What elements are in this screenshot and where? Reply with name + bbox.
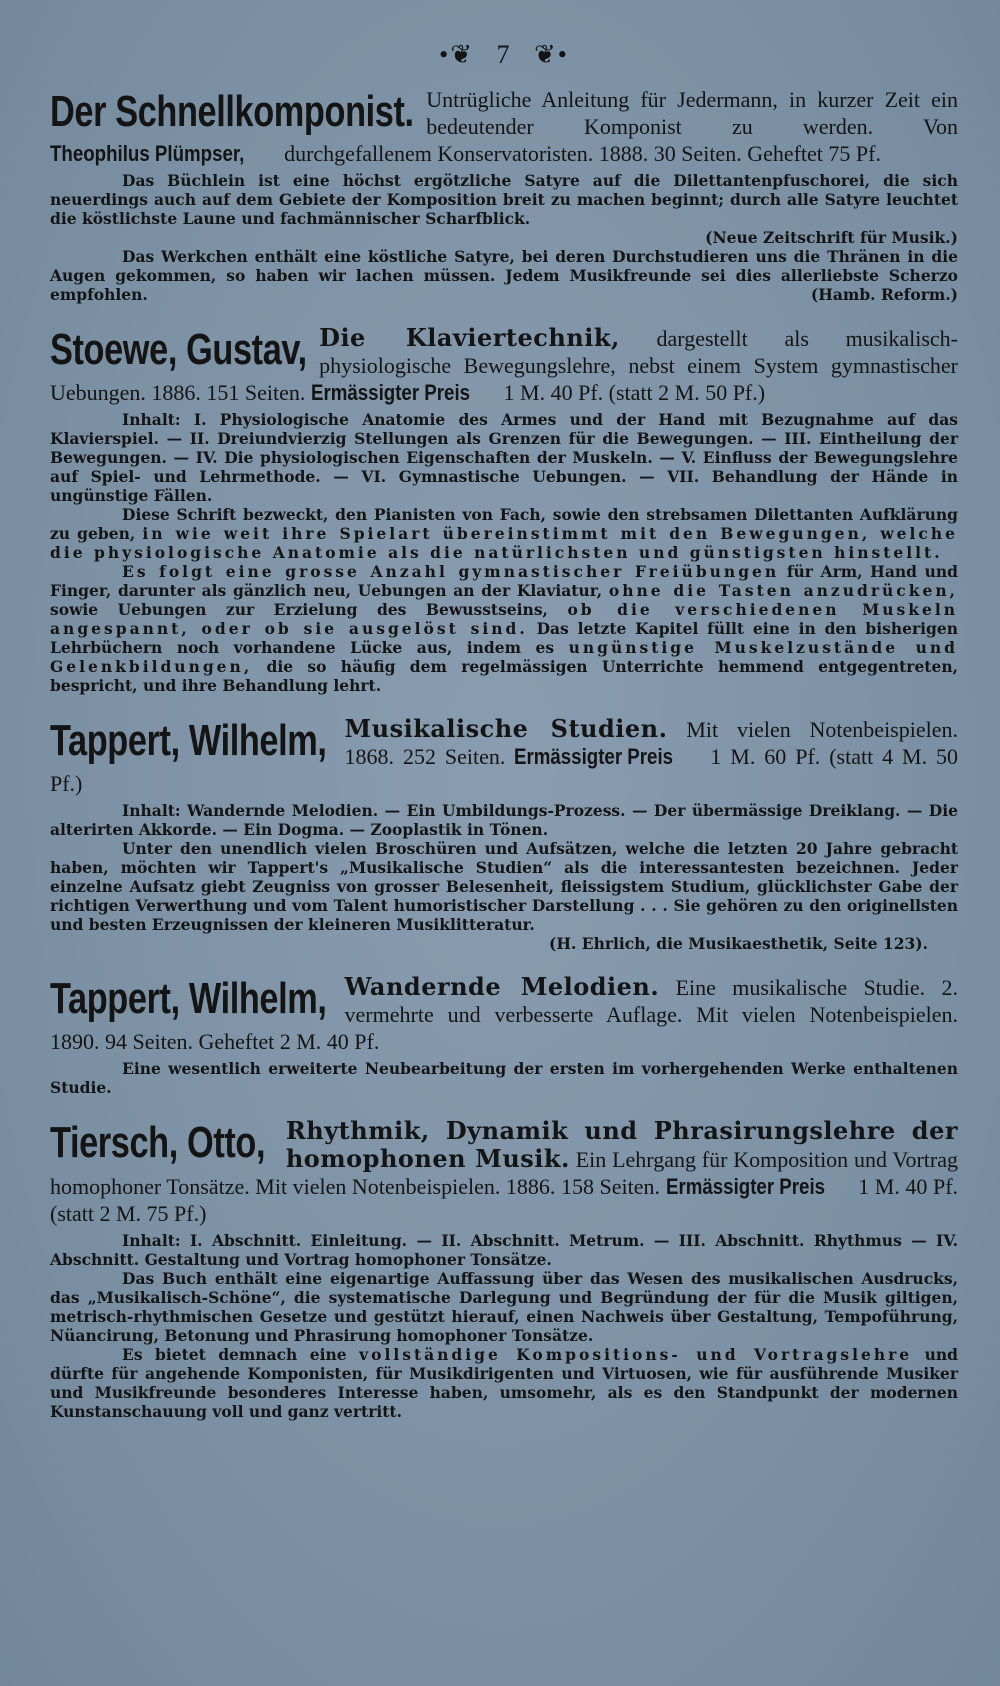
entry-lead-person: Theophilus Plümpser, <box>50 141 245 166</box>
description-paragraph: Das Buch enthält eine eigenartige Auffassung über das Wesen des musikalischen Ausdrucks, das „Musikalisch-Schöne“, die systematische Darlegung und Begründung der für die Musik giltigen, metrisch-rhythmischen Gesetze und gestützt hierauf, einen Nachweis über Gestaltung, Tempoführung, Nüancirung, Betonung und Phrasirung homophoner Tonsätze. <box>50 1269 958 1345</box>
entry-price: 1 M. 60 Pf. (statt 4 M. 50 Pf.) <box>50 744 958 796</box>
entry-price-label: Ermässigter Preis <box>665 1174 825 1199</box>
entry-lead-text: Ein Lehrgang für Komposition und Vortrag homophoner Tonsätze. Mit vielen Notenbeispielen. 1886. 158 Seiten. <box>50 1147 958 1199</box>
review-source: (H. Ehrlich, die Musikaesthetik, Seite 123). <box>548 934 928 953</box>
catalog-entry-tiersch <box>50 1117 958 1421</box>
entry-headline <box>50 324 958 406</box>
entry-headline <box>50 715 958 797</box>
description-paragraph: Es bietet demnach eine vollständige Kompositions- und Vortragslehre und dürfte für angehende Komponisten, für Musikdirigenten und Virtuosen, wie für ausführende Musiker und Musikfreunde besonderes Interesse haben, umsomehr, als es den Standpunkt der modernen Kunstanschauung voll und ganz vertritt. <box>50 1345 958 1421</box>
entry-lead-rest: durchgefallenem Konservatoristen. 1888. 30 Seiten. Geheftet 75 Pf. <box>284 141 881 166</box>
entry-lead-text: Eine musikalische Studie. 2. vermehrte und verbesserte Auflage. Mit vielen Notenbeispielen. 1890. 94 Seiten. Geheftet 2 M. 40 Pf. <box>50 975 958 1054</box>
entry-price-label: Ermässigter Preis <box>310 380 470 405</box>
entry-reviews <box>50 171 958 304</box>
entry-headline <box>50 973 958 1055</box>
entry-author: Tappert, Wilhelm, <box>50 974 327 1023</box>
entry-author: Tiersch, Otto, <box>50 1118 266 1167</box>
entry-lead-text: Untrügliche Anleitung für Jedermann, in kurzer Zeit ein bedeutender Komponist zu werden. Von <box>426 87 958 139</box>
entry-contents <box>50 410 958 695</box>
entry-author: Tappert, Wilhelm, <box>50 716 327 765</box>
page-number: 7 <box>496 40 512 69</box>
catalog-entry-tappert-melodien <box>50 973 958 1097</box>
catalog-entry-schnellkomponist <box>50 86 958 304</box>
entry-title: Wandernde Melodien. <box>344 973 660 1001</box>
entry-author: Stoewe, Gustav, <box>50 325 307 374</box>
review-paragraph: Das Werkchen enthält eine köstliche Satyre, bei deren Durchstudieren uns die Thränen in die Augen gekommen, so haben wir lachen müssen. Jedem Musikfreunde sei dies allerliebste Scherzo empfohlen. (Hamb. Reform.) <box>50 247 958 304</box>
entry-lead-text: Mit vielen Notenbeispielen. 1868. 252 Seiten. <box>344 717 958 769</box>
review-source: (Neue Zeitschrift für Musik.) <box>705 228 958 247</box>
entry-lead-text: dargestellt als musikalisch-physiologische Bewegungslehre, nebst einem System gymnastischer Uebungen. 1886. 151 Seiten. <box>50 326 958 405</box>
ornament-right: ❦• <box>534 40 569 69</box>
catalog-entry-stoewe <box>50 324 958 695</box>
entry-headline <box>50 1117 958 1227</box>
entry-contents <box>50 1059 958 1097</box>
entry-headline <box>50 86 958 167</box>
review-source: (Hamb. Reform.) <box>810 285 958 304</box>
description-paragraph: Diese Schrift bezweckt, den Pianisten von Fach, sowie den strebsamen Dilettanten Aufklärung zu geben, in wie weit ihre Spielart übereinstimmt mit den Bewegungen, welche die physiologische Anatomie als die natürlichsten und günstigsten hinstellt. <box>50 505 958 562</box>
inhalt-paragraph: Inhalt: I. Physiologische Anatomie des Armes und der Hand mit Bezugnahme auf das Klavierspiel. — II. Dreiundvierzig Stellungen als Grenzen für die Bewegungen. — III. Eintheilung der Bewegungen. — IV. Die physiologischen Eigenschaften der Muskeln. — V. Einfluss der Bewegungslehre auf Spiel- und Lehrmethode. — VI. Gymnastische Uebungen. — VII. Behandlung der Hände in ungünstige Fällen. <box>50 410 958 505</box>
entry-price: 1 M. 40 Pf. (statt 2 M. 75 Pf.) <box>50 1174 958 1226</box>
entry-price: 1 M. 40 Pf. (statt 2 M. 50 Pf.) <box>503 380 766 405</box>
review-paragraph: Unter den unendlich vielen Broschüren und Aufsätzen, welche die letzten 20 Jahre gebracht haben, möchten wir Tappert's „Musikalische Studien“ als die interessantesten bezeichnen. Jeder einzelne Aufsatz giebt Zeugniss von grosser Belesenheit, fleissigstem Studium, glücklichster Gabe der richtigen Verwerthung und vom Talent humoristischer Darstellung . . . Sie gehören zu den originellsten und besten Erzeugnissen der kleineren Musiklitteratur. <box>50 839 958 934</box>
entry-title: Die Klaviertechnik, <box>319 324 620 352</box>
page-number-header <box>50 40 958 70</box>
inhalt-paragraph: Inhalt: I. Abschnitt. Einleitung. — II. Abschnitt. Metrum. — III. Abschnitt. Rhythmus — IV. Abschnitt. Gestaltung und Vortrag homophoner Tonsätze. <box>50 1231 958 1269</box>
description-paragraph: Es folgt eine grosse Anzahl gymnastischer Freiübungen für Arm, Hand und Finger, darunter als gänzlich neu, Uebungen an der Klaviatur, ohne die Tasten anzudrücken, sowie Uebungen zur Erzielung des Bewusstseins, ob die verschiedenen Muskeln angespannt, oder ob sie ausgelöst sind. Das letzte Kapitel füllt eine in den bisherigen Lehrbüchern noch vorhandene Lücke aus, indem es ungünstige Muskelzustände und Gelenkbildungen, die so häufig dem regelmässigen Unterrichte hemmend entgegentreten, bespricht, und ihre Behandlung lehrt. <box>50 562 958 695</box>
entry-author: Der Schnellkomponist. <box>50 87 414 136</box>
ornament-left: •❦ <box>439 40 474 69</box>
review-paragraph: Das Büchlein ist eine höchst ergötzliche Satyre auf die Dilettantenpfuschorei, die sich neuerdings auch auf dem Gebiete der Komposition breit zu machen beginnt; durch alle Satyre leuchtet die köstlichste Laune und fachmännischer Scharfblick. <box>50 171 958 228</box>
inhalt-paragraph: Inhalt: Wandernde Melodien. — Ein Umbildungs-Prozess. — Der übermässige Dreiklang. — Die alterirten Akkorde. — Ein Dogma. — Zooplastik in Tönen. <box>50 801 958 839</box>
entry-contents <box>50 1231 958 1421</box>
entry-title: Musikalische Studien. <box>344 715 668 743</box>
entry-title: Rhythmik, Dynamik und Phrasirungslehre der homophonen Musik. <box>285 1117 958 1173</box>
note-paragraph: Eine wesentlich erweiterte Neubearbeitung der ersten im vorhergehenden Werke enthaltenen Studie. <box>50 1059 958 1097</box>
entry-contents <box>50 801 958 953</box>
catalog-entry-tappert-studien <box>50 715 958 953</box>
entry-price-label: Ermässigter Preis <box>514 744 674 769</box>
